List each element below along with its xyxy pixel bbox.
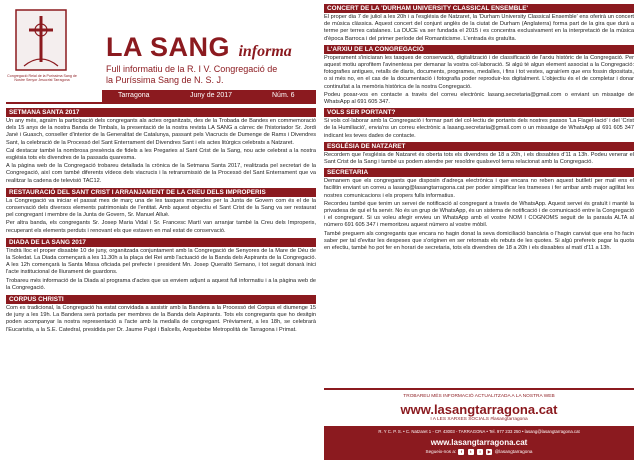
follow-handle: @lasangtarragona: [494, 449, 533, 455]
twitter-icon[interactable]: t: [468, 449, 474, 455]
section-heading-restoration: RESTAURACIÓ DEL SANT CRIST I ARRANJAMENT DE LA CREU DELS IMPROPERIS: [6, 188, 316, 197]
newsletter-subtitle: [106, 64, 277, 86]
footer: [324, 388, 634, 470]
section-heading-corpus: CORPUS CHRISTI: [6, 295, 316, 304]
section-heading-bearers: VOLS SER PORTANT?: [324, 108, 634, 117]
left-column: [6, 4, 316, 334]
section-paragraph: Tindrà lloc el proper dissabte 10 de juny, organitzada conjuntament amb la Congregació de Senyores de la Mare de Déu de la Soledat. La Diada començarà a les 11.30h a la plaça del Rei amb l'actuació de la Banda dels Aspirants de la Congregació. A les 12h començarà la Santa Missa oficiada pel prefecte i president Mn. Josep Queraltó Semano, i tot seguit donarà inici l'acte institucional de lliurament de guardons.: [6, 247, 316, 276]
section-paragraph: Cal destacar també la nombrosa presència de fidels a les Pregaries al Sant Crist de la Sang, nou acte celebrat a la nostra església tots els divendres de la passada quaresma.: [6, 147, 316, 162]
masthead: [6, 4, 316, 104]
congregation-crest-icon: [12, 6, 70, 74]
title-text: LA SANG: [106, 32, 230, 62]
footer-contact-band: [324, 426, 634, 460]
social-icons: [457, 449, 493, 455]
footer-note: TROBAREU MÉS INFORMACIÓ ACTUALITZADA A LA NOSTRA WEB: [403, 394, 555, 399]
section-paragraph: Podeu posar-vos en contacte a través del correu electrònic lasang.secretaria@gmail.com o enviant un missatge de WhatsApp al 691 605 347.: [324, 91, 634, 106]
footer-social-note: I A LES XARXES SOCIALS #lasangtarragona: [430, 417, 528, 422]
section-paragraph: Recordeu també que tenim un servei de notificació al congregant a través de WhatsApp. Aquest servei és gratuït i manté la privadesa de qui el fa servir. No és un grup de WhatsApp, és un sistema de notificació i de comunicació entre la Congregació i el congregant. Si us voleu afegir envieu un WhatsApp amb el vostre NOM I COGNOMS seguit de la paraula ALTA al número 691 605 347 i memoritzeu aquest número al vostre mòbil.: [324, 200, 635, 229]
section-paragraph: Trobareu més informació de la Diada al programa d'actes que us enviem adjunt a aquest full informatiu i a la pàgina web de la Congregació.: [6, 277, 316, 291]
right-column: [324, 4, 634, 252]
logo-caption: Congregació Reial de la Puríssima Sang de Nostre Senyor Jesucrist Tarragona: [7, 74, 77, 83]
newsletter-title: [106, 32, 292, 63]
instagram-icon[interactable]: i: [477, 449, 483, 455]
section-paragraph: Com es tradicional, la Congregació ha estat convidada a assistir amb la Bandera a la Processó del Corpus el diumenge 15 de juny a les 19h. La Bandera serà portada per membres de la Banda dels Aspirants. Tots els congregants que ho desitgin poden acompanyar la nostra representació a l'acte amb la medalla de congregant. Prèviament, a les 18h, se celebrarà l'Eucaristia, a la S.E. Catedral, presidida per Dr. Jaume Pujol i Balcells, Arquebisbe Metropolità de Tarragona i Primat.: [6, 305, 316, 333]
issue-number: Núm. 6: [272, 92, 295, 99]
footer-website-link[interactable]: www.lasangtarragona.cat: [400, 402, 558, 417]
section-heading-secretariat: SECRETARIA: [324, 168, 634, 177]
follow-label: Segueix-nos a:: [425, 449, 457, 455]
section-heading-archive: L'ARXIU DE LA CONGREGACIÓ: [324, 45, 634, 54]
title-suffix: informa: [238, 43, 292, 60]
section-paragraph: Properament s'iniciaran les tasques de conservació, digitalització i de classificació de l'arxiu històric de la Congregació. Per aquest motiu aprofitem l'avinentesa per demanar la vostra col·laboració. Si algú té algun element associat a la Congregació: fotografies antigues, retalls de diaris, documents, programes, medalles, i fins i tot vestes, agrairíem que ens fossin dipositats, o si més no, en el cas de la documentació i fotografia poder reproduir-los digitalment. L'objectiu és el de completar i donar continuïtat a la memòria històrica de la nostra Congregació.: [324, 54, 634, 90]
subtitle-line-1: Full informatiu de la R. I V. Congregació de: [106, 64, 278, 74]
section-heading-holy-week: SETMANA SANTA 2017: [6, 108, 316, 117]
section-paragraph: Per altra banda, els congregants Sr. Josep Maria Vidal i Sr. Francesc Martí van arranjar també la Creu dels Improperis, recuperant els elements perduts i renovant els que estaven en mal estat de conservació.: [6, 220, 316, 234]
section-heading-diada: DIADA DE LA SANG 2017: [6, 238, 316, 247]
issue-date: Juny de 2017: [190, 92, 233, 99]
issue-info-bar: [102, 90, 316, 102]
section-paragraph: Un any més, agraïm la participació dels congregants als actes organitzats, des de la Trobada de Bandes en commemoració dels 15 anys de la nostra Banda de Timbals, la presentació de la nostra revista LA SANG a càrrec de l'historiador Sr. Jordi Jané i Guasch, conseller d'interior de la Generalitat de Catalunya, passant pels Viacrucis de Dumenge de Rams i Divendres Sant, la celebració de la Processó del Sant Enterrament del Divendres Sant i els actes litúrgics celebrats a Natzaret.: [6, 118, 316, 146]
footer-website-link-2[interactable]: www.lasangtarragona.cat: [430, 438, 528, 447]
section-paragraph: A la pàgina web de la Congregació trobareu detallada la crònica de la Setmana Santa 2017, realitzada pel secretari de la Congregació, així com també diferents vídeos dels viacrucis i la retransmissió de la Processó del Sant Enterrament que va realitzar la cadena de televisió TAC12.: [6, 163, 316, 184]
issue-city: Tarragona: [118, 92, 150, 99]
youtube-icon[interactable]: ▶: [487, 449, 491, 454]
section-paragraph: Demanem que els congregants que disposin d'adreça electrònica i que encara no reben aquest butlletí per mail ens el facilitin enviant un correu a lasang@lasangtarragona.cat per poder simplificar les trameses i fer arribar amb major agilitat les nostres comunicacions i els propers fulls informatius.: [324, 178, 634, 199]
section-paragraph: Recordem que l'església de Natzaret és oberta tots els divendres de 18 a 20h, i els dissabtes d'11 a 13h. Podeu venerar el Sant Crist de la Sang i també us podem atendre per resoldre qualsevol tema relacionat amb la Congregació.: [324, 151, 634, 166]
section-paragraph: També preguem als congregants que encara no hagin donat la seva domiciliació bancària o l'hagin canviat que ens ho facin saber per tal d'evitar les despeses que s'originen en ser retornats els rebuts de les quotes. Si algú prefereix pagar la quota en efectiu, també ho pot fer en horari de secretaria, tots els divendres de 18 a 20h i els dissabtes al matí d'11 a 13h.: [324, 230, 634, 252]
facebook-icon[interactable]: f: [458, 449, 464, 455]
section-paragraph: Si vols col·laborar amb la Congregació i formar part del col·lectiu de portants dels nostres passos 'La Flagel·lació' i del 'Crist de la Humiliació', envia'ns un correu electrònic a lasang.secretaria@gmail.com o un missatge de WhatsApp al 691 605 347 indicant les teves dades de contacte.: [324, 118, 634, 139]
section-paragraph: La Congregació va iniciar el passat mes de març una de les tasques marcades per la Junta de Govern com és el de la conservació dels diversos elements patrimonials de l'entitat. Amb aquest objectiu el Sant Crist de la Sang va ser restaurat pel congregant i membre de la Junta de Govern, Sr. Manuel Alluè.: [6, 197, 316, 219]
footer-address: R. Y C. P. S. • C. Natzaret 1 - CP. 43003 - TARRAGONA • Tel. 977 233 250 • lasang@lasangtarragona.cat: [378, 429, 580, 434]
section-heading-concert: CONCERT DE LA 'DURHAM UNIVERSITY CLASSICAL ENSEMBLE': [324, 4, 634, 13]
subtitle-line-2: la Puríssima Sang de N. S. J.: [106, 74, 224, 85]
footer-follow: [324, 449, 634, 455]
section-heading-church: ESGLÉSIA DE NATZARET: [324, 142, 634, 151]
section-paragraph: El proper dia 7 de juliol a les 20h i a l'església de Natzaret, la 'Durham University Classical Ensemble' ens oferirà un concert de música clàssica. Aquest concert del conjunt anglès de la ciutat de Durham (Anglaterra) forma part de la gira que durà a terme per terres catalanes. La DUCE va ser fundada el 2015 i es concentra exclusivament en la interpretació de la música d'època Barroca i del primer període del Romanticisme. L'entrada és gratuïta.: [324, 14, 634, 42]
